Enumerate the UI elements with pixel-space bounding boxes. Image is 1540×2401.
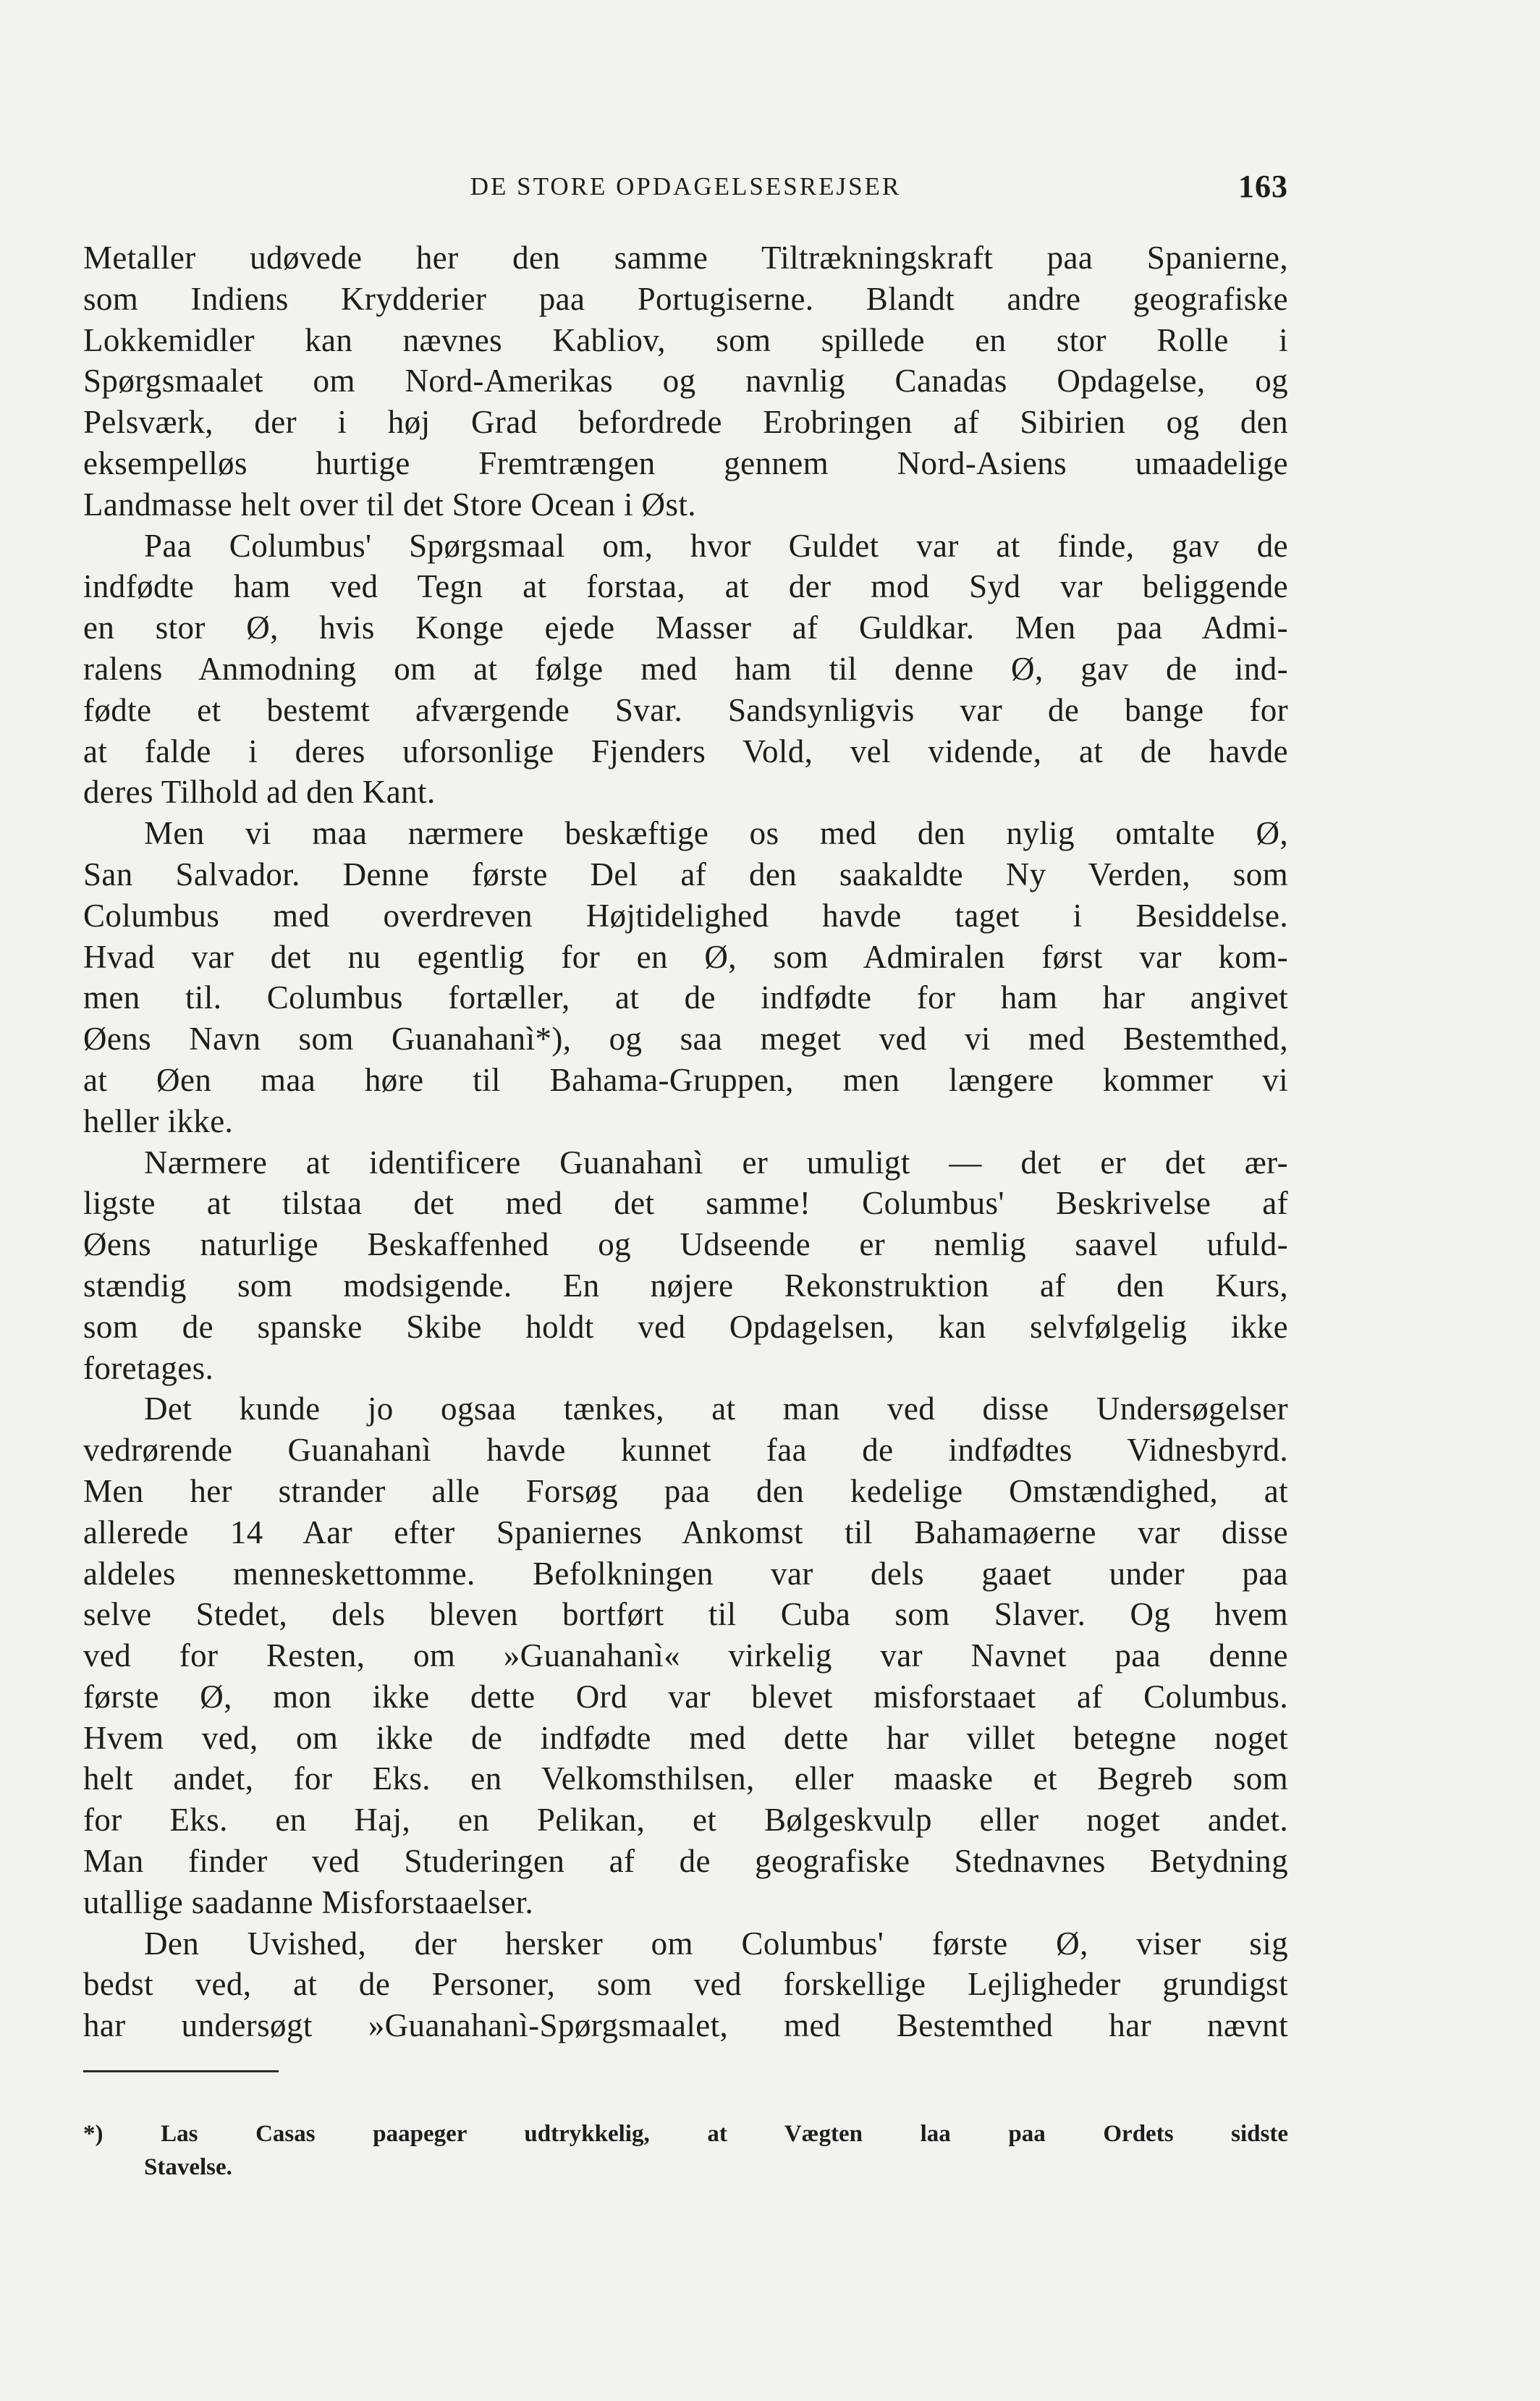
text-line: ved for Resten, om »Guanahanì« virkelig var Navnet paa denne: [83, 1637, 1288, 1674]
text-line: utallige saadanne Misforstaaelser.: [83, 1883, 534, 1920]
text-line: foretages.: [83, 1349, 214, 1386]
text-line: Øens Navn som Guanahanì*), og saa meget ved vi med Bestemthed,: [83, 1021, 1288, 1058]
footnote-line: *) Las Casas paapeger udtrykkelig, at Vægten laa paa Ordets sidste: [83, 2121, 1288, 2147]
text-line: bedst ved, at de Personer, som ved forskellige Lejligheder grundigst: [83, 1966, 1288, 2003]
text-line: Metaller udøvede her den samme Tiltrækningskraft paa Spanierne,: [83, 240, 1288, 276]
text-line: aldeles menneskettomme. Befolkningen var dels gaaet under paa: [83, 1555, 1288, 1592]
running-title: DE STORE OPDAGELSESREJSER: [470, 172, 902, 201]
text-line: helt andet, for Eks. en Velkomsthilsen, eller maaske et Begreb som: [83, 1760, 1288, 1797]
text-line: Men her strander alle Forsøg paa den kedelige Omstændighed, at: [83, 1472, 1288, 1509]
text-line: Den Uvished, der hersker om Columbus' første Ø, viser sig: [144, 1925, 1288, 1962]
text-line: Columbus med overdreven Højtidelighed havde taget i Besiddelse.: [83, 897, 1288, 934]
text-line: deres Tilhold ad den Kant.: [83, 774, 436, 811]
text-line: en stor Ø, hvis Konge ejede Masser af Guldkar. Men paa Admi-: [83, 609, 1288, 646]
text-line: at Øen maa høre til Bahama-Gruppen, men længere kommer vi: [83, 1061, 1288, 1098]
text-line: Hvem ved, om ikke de indfødte med dette har villet betegne noget: [83, 1719, 1288, 1756]
text-line: vedrørende Guanahanì havde kunnet faa de indfødtes Vidnesbyrd.: [83, 1432, 1288, 1469]
footnote: [83, 2117, 1288, 2184]
text-line: heller ikke.: [83, 1102, 234, 1139]
text-line: indfødte ham ved Tegn at forstaa, at der mod Syd var beliggende: [83, 568, 1288, 605]
text-line: allerede 14 Aar efter Spaniernes Ankomst til Bahamaøerne var disse: [83, 1514, 1288, 1550]
text-line: Pelsværk, der i høj Grad befordrede Erobringen af Sibirien og den: [83, 404, 1288, 441]
text-line: Det kunde jo ogsaa tænkes, at man ved disse Undersøgelser: [144, 1391, 1288, 1427]
text-line: San Salvador. Denne første Del af den saakaldte Ny Verden, som: [83, 856, 1288, 893]
page-header: [83, 165, 1288, 216]
text-line: som de spanske Skibe holdt ved Opdagelsen, kan selvfølgelig ikke: [83, 1308, 1288, 1345]
text-line: fødte et bestemt afværgende Svar. Sandsynligvis var de bange for: [83, 691, 1288, 728]
text-line: men til. Columbus fortæller, at de indfødte for ham har angivet: [83, 979, 1288, 1016]
text-line: Øens naturlige Beskaffenhed og Udseende er nemlig saavel ufuld-: [83, 1226, 1288, 1263]
text-line: som Indiens Krydderier paa Portugiserne. Blandt andre geografiske: [83, 280, 1288, 317]
text-line: Man finder ved Studeringen af de geografiske Stednavnes Betydning: [83, 1843, 1288, 1880]
text-line: at falde i deres uforsonlige Fjenders Vold, vel vidende, at de havde: [83, 733, 1288, 769]
footnote-divider: [83, 2070, 279, 2072]
text-line: for Eks. en Haj, en Pelikan, et Bølgeskvulp eller noget andet.: [83, 1802, 1288, 1839]
text-line: stændig som modsigende. En nøjere Rekonstruktion af den Kurs,: [83, 1267, 1288, 1304]
text-line: Spørgsmaalet om Nord-Amerikas og navnlig Canadas Opdagelse, og: [83, 363, 1288, 400]
text-line: Hvad var det nu egentlig for en Ø, som Admiralen først var kom-: [83, 938, 1288, 975]
text-line: ralens Anmodning om at følge med ham til denne Ø, gav de ind-: [83, 650, 1288, 687]
text-line: eksempelløs hurtige Fremtrængen gennem Nord-Asiens umaadelige: [83, 444, 1288, 481]
footnote-line: Stavelse.: [144, 2154, 232, 2180]
text-line: Landmasse helt over til det Store Ocean i Øst.: [83, 486, 696, 523]
text-line: Men vi maa nærmere beskæftige os med den nylig omtalte Ø,: [144, 815, 1288, 852]
page-number: 163: [1238, 169, 1288, 204]
body-text: [83, 237, 1288, 2046]
text-line: Paa Columbus' Spørgsmaal om, hvor Guldet var at finde, gav de: [144, 527, 1288, 564]
text-line: Lokkemidler kan nævnes Kabliov, som spillede en stor Rolle i: [83, 321, 1288, 358]
text-line: har undersøgt »Guanahanì-Spørgsmaalet, med Bestemthed har nævnt: [83, 2007, 1288, 2044]
text-line: første Ø, mon ikke dette Ord var blevet misforstaaet af Columbus.: [83, 1678, 1288, 1715]
text-line: selve Stedet, dels bleven bortført til Cuba som Slaver. Og hvem: [83, 1596, 1288, 1633]
text-line: Nærmere at identificere Guanahanì er umuligt — det er det ær-: [144, 1144, 1288, 1181]
text-line: ligste at tilstaa det med det samme! Columbus' Beskrivelse af: [83, 1185, 1288, 1222]
